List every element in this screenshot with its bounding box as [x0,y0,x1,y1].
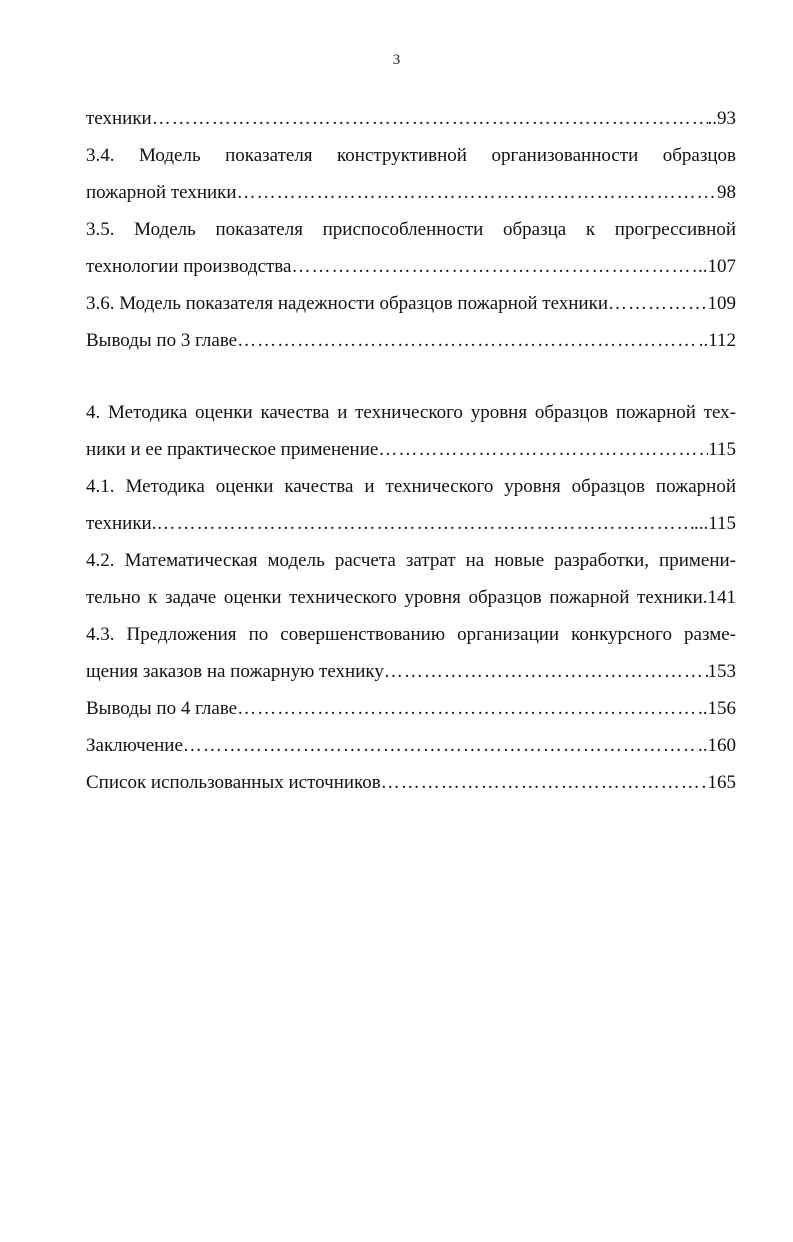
toc-entry-final-line [86,285,736,322]
toc-group-chapter-3 [86,100,736,359]
toc-entry [86,394,736,468]
toc-entry-title: щения заказов на пожарную технику [86,661,384,682]
toc-page-number: ..93 [707,108,736,129]
toc-entry-title: техники [86,108,152,129]
toc-entry-title: техники. [86,513,157,534]
toc-leader-dots [237,690,698,727]
toc-entry [86,285,736,322]
table-of-contents [86,100,736,801]
toc-entry-final-line [86,690,736,727]
section-gap [86,359,736,394]
toc-entry-title: Выводы по 4 главе [86,698,238,719]
toc-entry-final-line [86,505,736,542]
toc-entry-final-line [86,322,736,359]
toc-entry-text-line: 4. Методика оценки качества и технического уровня образцов пожарной тех- [86,402,736,423]
toc-entry-title: пожарной техники [86,182,237,203]
toc-entry [86,322,736,359]
toc-entry-text-line: тельно к задаче оценки технического уровня образцов пожарной техники.141 [86,587,736,608]
toc-page-number: ..160 [698,735,736,756]
toc-entry-final-line [86,174,736,211]
toc-leader-dots [608,285,708,322]
toc-leader-dots [156,505,693,542]
toc-page-number: ..112 [698,330,736,351]
toc-entry-title: Список использованных источников [86,772,381,793]
toc-leader-dots [378,431,708,468]
toc-entry [86,100,736,137]
toc-entry [86,727,736,764]
toc-entry-text-line: 4.2. Математическая модель расчета затрат на новые разработки, примени- [86,550,736,571]
toc-entry-final-line [86,100,736,137]
toc-entry [86,690,736,727]
toc-page-number: 115 [708,439,736,460]
toc-leader-dots [237,322,699,359]
toc-page-number: 98 [717,182,736,203]
toc-entry-text-line: 3.5. Модель показателя приспособленности образца к прогрессивной [86,219,736,240]
toc-entry [86,211,736,285]
toc-entry-final-line [86,653,736,690]
toc-leader-dots [381,764,708,801]
toc-entry [86,468,736,542]
toc-entry-final-line [86,431,736,468]
toc-page-number: 153 [707,661,736,682]
toc-entry-title: 3.6. Модель показателя надежности образцов пожарной техники [86,293,608,314]
toc-page-number: ..107 [698,256,736,277]
toc-entry-text-line: 3.4. Модель показателя конструктивной организованности образцов [86,145,736,166]
toc-entry-final-line [86,727,736,764]
toc-leader-dots [384,653,708,690]
toc-page-number: ..156 [698,698,736,719]
toc-entry [86,616,736,690]
toc-entry-title: Заключение [86,735,183,756]
toc-page-number: 109 [707,293,736,314]
toc-page-number: ...115 [693,513,736,534]
toc-leader-dots [291,248,698,285]
toc-entry [86,764,736,801]
toc-entry-final-line [86,764,736,801]
page-number: 3 [392,52,401,68]
toc-leader-dots [152,100,708,137]
toc-entry-final-line [86,248,736,285]
toc-leader-dots [237,174,717,211]
toc-entry-title: Выводы по 3 главе [86,330,238,351]
toc-leader-dots [183,727,698,764]
toc-entry-text-line: 4.1. Методика оценки качества и технического уровня образцов пожарной [86,476,736,497]
toc-page-number: 165 [707,772,736,793]
toc-entry-text-line: 4.3. Предложения по совершенствованию организации конкурсного разме- [86,624,736,645]
toc-entry-title: ники и ее практическое применение [86,439,379,460]
toc-group-chapter-4 [86,394,736,801]
toc-entry-title: технологии производства [86,256,292,277]
toc-entry [86,137,736,211]
toc-entry [86,542,736,616]
